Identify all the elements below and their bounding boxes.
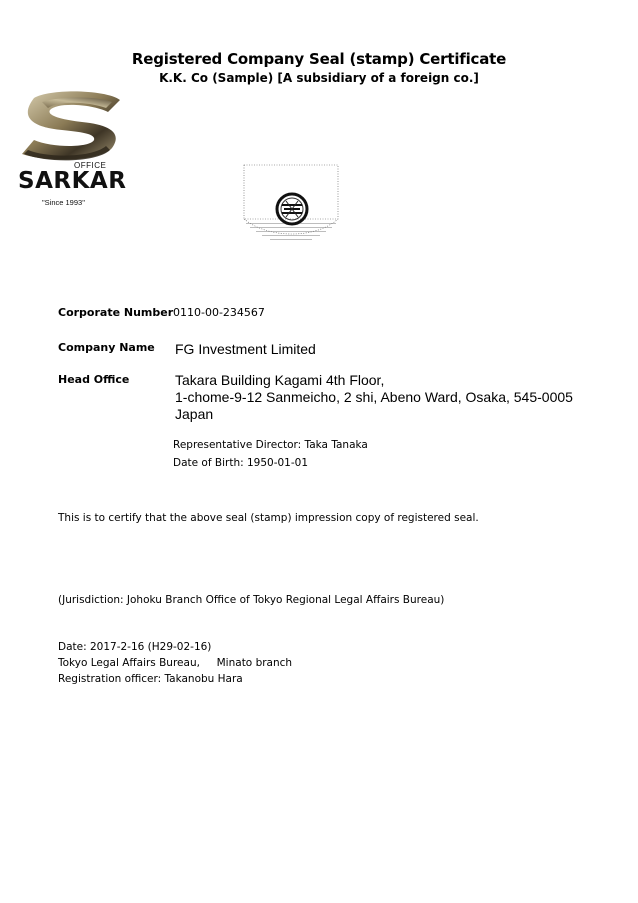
head-office-line-2: 1-chome-9-12 Sanmeicho, 2 shi, Abeno Ward, Osaka, 545-0005 (175, 389, 573, 405)
company-name-value: FG Investment Limited (175, 341, 316, 357)
corporate-number-value: 0110-00-234567 (173, 306, 265, 319)
date-of-birth: Date of Birth: 1950-01-01 (173, 457, 308, 469)
sarkar-s-emblem (12, 88, 130, 168)
certification-statement: This is to certify that the above seal (stamp) impression copy of registered seal. (58, 512, 479, 524)
jurisdiction-text: (Jurisdiction: Johoku Branch Office of Tokyo Regional Legal Affairs Bureau) (58, 594, 445, 606)
company-name-label: Company Name (58, 341, 155, 354)
logo-brand-text: SARKAR (18, 168, 127, 194)
issuing-bureau: Tokyo Legal Affairs Bureau, Minato branch (58, 657, 293, 669)
logo-since-text: "Since 1993" (42, 198, 85, 207)
logo-office-text: OFFICE (74, 161, 107, 170)
company-seal-stamp-image (238, 159, 346, 255)
issue-date: Date: 2017-2-16 (H29-02-16) (58, 641, 212, 653)
head-office-line-1: Takara Building Kagami 4th Floor, (175, 372, 385, 388)
registration-officer: Registration officer: Takanobu Hara (58, 673, 243, 685)
head-office-line-3: Japan (175, 406, 214, 422)
document-subtitle: K.K. Co (Sample) [A subsidiary of a foreign co.] (159, 71, 479, 85)
representative-director: Representative Director: Taka Tanaka (173, 439, 368, 451)
office-sarkar-logo (12, 88, 130, 214)
document-title: Registered Company Seal (stamp) Certificate (131, 50, 507, 68)
head-office-label: Head Office (58, 373, 130, 386)
corporate-number-label: Corporate Number (58, 306, 174, 319)
